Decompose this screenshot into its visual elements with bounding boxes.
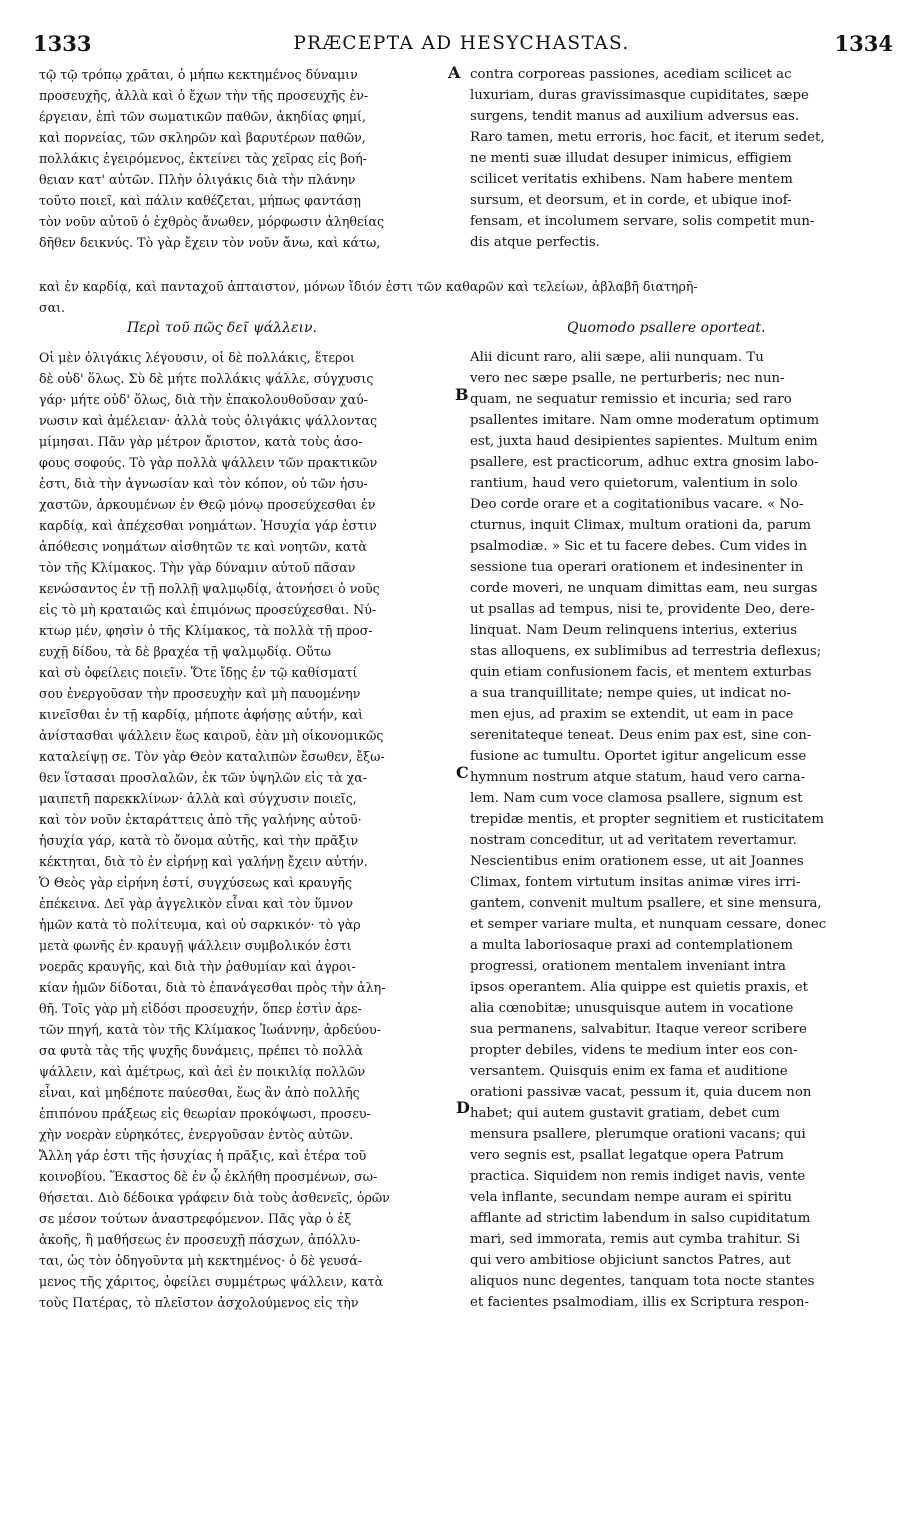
latin-text-line: trepidæ mentis, et propter segnitiem et rusticitatem: [470, 812, 824, 827]
latin-text-line: lem. Nam cum voce clamosa psallere, signum est: [470, 791, 803, 806]
latin-section-heading: Quomodo psallere oporteat.: [567, 320, 766, 336]
greek-column-top: [39, 64, 459, 253]
latin-text-line: fensam, et incolumem servare, solis competit mun-: [470, 214, 815, 229]
greek-text-line: καὶ σὺ ὀφείλεις ποιεῖν. Ὅτε ἴδῃς ἐν τῷ καθίσματί: [39, 665, 358, 680]
greek-text-line: προσευχῆς, ἀλλὰ καὶ ὁ ἔχων τὴν τῆς προσευχῆς ἐν-: [39, 88, 369, 103]
latin-text-line: gantem, convenit multum psallere, et sine mensura,: [470, 896, 822, 911]
latin-text-line: ne menti suæ illudat desuper inimicus, effigiem: [470, 151, 792, 166]
latin-text-line: sessione tua operari orationem et indesinenter in: [470, 560, 804, 575]
latin-text-line: a multa laboriosaque praxi ad contemplationem: [470, 938, 793, 953]
margin-letter-a: A: [448, 63, 461, 82]
greek-text-line: ἐπέκεινα. Δεῖ γὰρ ἀγγελικὸν εἶναι καὶ τὸν ὕμνον: [39, 896, 353, 911]
margin-letter-c: C: [456, 763, 469, 782]
greek-text-line: θεν ἵστασαι προσλαλῶν, ἐκ τῶν ὑψηλῶν εἰς τὰ χα-: [39, 770, 367, 785]
latin-text-line: scilicet veritatis exhibens. Nam habere mentem: [470, 172, 793, 187]
greek-text-line: τῶν πηγή, κατὰ τὸν τῆς Κλίμακος Ἰωάννην, ἀρδεύου-: [39, 1022, 381, 1037]
greek-text-line: καὶ ἐν καρδίᾳ, καὶ πανταχοῦ ἀπταιστον, μόνων ἴδιόν ἐστι τῶν καθαρῶν καὶ τελείων, ἀβλαβῆ διατηρῆ-: [39, 279, 698, 294]
greek-text-line: σε μέσον τούτων ἀναστρεφόμενον. Πᾶς γὰρ ὁ ἐξ: [39, 1211, 352, 1226]
latin-text-line: dis atque perfectis.: [470, 235, 600, 250]
greek-text-line: μίμησαι. Πᾶν γὰρ μέτρον ἄριστον, κατὰ τοὺς ἀσο-: [39, 434, 363, 449]
latin-text-line: versantem. Quisquis enim ex fama et auditione: [470, 1064, 788, 1079]
greek-text-line: ψάλλειν, καὶ ἀμέτρως, καὶ ἀεὶ ἐν ποικιλίᾳ πολλῶν: [39, 1064, 366, 1079]
greek-text-line: έργειαν, ἐπὶ τῶν σωματικῶν παθῶν, ἀκηδίας φημί,: [39, 109, 367, 124]
latin-column-main: [470, 347, 895, 1313]
latin-text-line: ut psallas ad tempus, nisi te, providente Deo, dere-: [470, 602, 815, 617]
latin-text-line: surgens, tendit manus ad auxilium adversus eas.: [470, 109, 800, 124]
greek-text-line: θῆ. Τοῖς γὰρ μὴ εἰδόσι προσευχήν, ὅπερ ἐστὶν ἀρε-: [39, 1001, 362, 1016]
greek-text-line: σαι.: [39, 300, 66, 315]
greek-text-line: γάρ· μήτε οὐδ' ὅλως, διὰ τὴν ἐπακολουθοῦσαν χαύ-: [39, 392, 368, 407]
greek-text-line: νοερᾶς κραυγῆς, καὶ διὰ τὴν ῥαθυμίαν καὶ ἀγροι-: [39, 959, 356, 974]
greek-text-line: κενώσαντος ἐν τῇ πολλῇ ψαλμῳδίᾳ, ἀτονήσει ὁ νοῦς: [39, 581, 380, 596]
latin-text-line: Nescientibus enim orationem esse, ut ait Joannes: [470, 854, 804, 869]
latin-text-line: et facientes psalmodiam, illis ex Scriptura respon-: [470, 1295, 809, 1310]
greek-text-line: μαιπετῆ παρεκκλίνων· ἀλλὰ καὶ σύγχυσιν ποιεῖς,: [39, 791, 357, 806]
latin-text-line: a sua tranquillitate; nempe quies, ut indicat no-: [470, 686, 792, 701]
latin-text-line: alia cœnobitæ; unusquisque autem in vocatione: [470, 1001, 794, 1016]
latin-text-line: mensura psallere, plerumque orationi vacans; qui: [470, 1127, 806, 1142]
greek-text-line: νωσιν καὶ ἀμέλειαν· ἀλλὰ τοὺς ὀλιγάκις ψάλλοντας: [39, 413, 378, 428]
greek-text-line: σα φυτὰ τὰς τῆς ψυχῆς δυνάμεις, πρέπει τὸ πολλὰ: [39, 1043, 363, 1058]
latin-text-line: ipsos operantem. Alia quippe est quietis praxis, et: [470, 980, 809, 995]
latin-text-line: Deo corde orare et a cogitationibus vacare. « No-: [470, 497, 804, 512]
greek-text-line: τοῦτο ποιεῖ, καὶ πάλιν καθέζεται, μήπως φαντάσῃ: [39, 193, 361, 208]
latin-text-line: hymnum nostrum atque statum, haud vero carna-: [470, 770, 806, 785]
latin-text-line: luxuriam, duras gravissimasque cupiditates, sæpe: [470, 88, 809, 103]
greek-text-line: δὲ οὐδ' ὅλως. Σὺ δὲ μήτε πολλάκις ψάλλε, σύγχυσις: [39, 371, 374, 386]
greek-spanning-paragraph: [39, 276, 899, 318]
latin-text-line: quin etiam confusionem facis, et mentem exturbas: [470, 665, 812, 680]
latin-text-line: practica. Siquidem non remis indiget navis, vente: [470, 1169, 806, 1184]
latin-text-line: nostram conceditur, ut ad veritatem revertamur.: [470, 833, 797, 848]
latin-text-line: psallere, est practicorum, adhuc extra gnosim labo-: [470, 455, 819, 470]
greek-text-line: μενος τῆς χάριτος, ὀφείλει συμμέτρως ψάλλειν, κατὰ: [39, 1274, 384, 1289]
greek-text-line: θειαν κατ' αὐτῶν. Πλὴν ὀλιγάκις διὰ τὴν πλάνην: [39, 172, 356, 187]
greek-text-line: ἀπόθεσις νοημάτων αἰσθητῶν τε καὶ νοητῶν, κατὰ: [39, 539, 367, 554]
latin-text-line: stas alloquens, ex sublimibus ad terrestria deflexus;: [470, 644, 822, 659]
greek-text-line: καὶ πορνείας, τῶν σκληρῶν καὶ βαρυτέρων παθῶν,: [39, 130, 366, 145]
greek-text-line: πολλάκις ἐγειρόμενος, ἐκτείνει τὰς χεῖρας εἰς βοή-: [39, 151, 367, 166]
latin-text-line: Climax, fontem virtutum insitas animæ vires irri-: [470, 875, 801, 890]
greek-text-line: Ἄλλη γάρ ἐστι τῆς ἡσυχίας ἡ πρᾶξις, καὶ ἑτέρα τοῦ: [39, 1148, 367, 1163]
greek-text-line: σου ἐνεργοῦσαν τὴν προσευχὴν καὶ μὴ παυομένην: [39, 686, 361, 701]
greek-text-line: καρδίᾳ, καὶ ἀπέχεσθαι νοημάτων. Ἡσυχία γάρ ἐστιν: [39, 518, 377, 533]
greek-text-line: κτωρ μέν, φησὶν ὁ τῆς Κλίμακος, τὰ πολλὰ τῇ προσ-: [39, 623, 373, 638]
latin-text-line: vero segnis est, psallat legatque opera Patrum: [470, 1148, 784, 1163]
greek-text-line: κινεῖσθαι ἐν τῇ καρδίᾳ, μήποτε ἀφήσῃς αὐτήν, καὶ: [39, 707, 364, 722]
greek-text-line: κέκτηται, διὰ τὸ ἐν εἰρήνῃ καὶ γαλήνῃ ἔχειν αὐτήν.: [39, 854, 368, 869]
latin-text-line: quam, ne sequatur remissio et incuria; sed raro: [470, 392, 792, 407]
page-header: [0, 31, 923, 57]
latin-text-line: est, juxta haud desipientes sapientes. Multum enim: [470, 434, 818, 449]
latin-text-line: cturnus, inquit Climax, multum orationi da, parum: [470, 518, 811, 533]
latin-text-line: qui vero ambitiose objiciunt sanctos Patres, aut: [470, 1253, 791, 1268]
greek-text-line: τῷ τῷ τρόπῳ χρᾶται, ὁ μήπω κεκτημένος δύναμιν: [39, 67, 358, 82]
latin-text-line: sursum, et deorsum, et in corde, et ubique inof-: [470, 193, 792, 208]
greek-text-line: μετὰ φωνῆς ἐν κραυγῇ ψάλλειν συμβολικόν ἐστι: [39, 938, 352, 953]
latin-text-line: linquat. Nam Deum relinquens interius, exterius: [470, 623, 798, 638]
greek-text-line: καταλείψῃ σε. Τὸν γὰρ Θεὸν καταλιπὼν ἔσωθεν, ἔξω-: [39, 749, 385, 764]
greek-text-line: ἡμῶν κατὰ τὸ πολίτευμα, καὶ οὐ σαρκικόν· τὸ γὰρ: [39, 917, 361, 932]
greek-text-line: τὸν τῆς Κλίμακος. Τὴν γὰρ δύναμιν αὐτοῦ πᾶσαν: [39, 560, 356, 575]
greek-column-main: [39, 347, 459, 1313]
latin-text-line: sua permanens, salvabitur. Itaque vereor scribere: [470, 1022, 807, 1037]
greek-section-heading: Περὶ τοῦ πῶς δεῖ ψάλλειν.: [127, 320, 317, 336]
greek-text-line: καὶ τὸν νοῦν ἐκταράττεις ἀπὸ τῆς γαλήνης αὐτοῦ·: [39, 812, 362, 827]
latin-text-line: aliquos nunc degentes, tanquam tota nocte stantes: [470, 1274, 815, 1289]
greek-text-line: εἰς τὸ μὴ κραταιῶς καὶ ἐπιμόνως προσεύχεσθαι. Νύ-: [39, 602, 377, 617]
greek-text-line: Ὁ Θεὸς γὰρ εἰρήνη ἐστί, συγχύσεως καὶ κραυγῆς: [39, 875, 353, 890]
latin-text-line: psalmodiæ. » Sic et tu facere debes. Cum vides in: [470, 539, 808, 554]
greek-text-line: χὴν νοερὰν εὑρηκότες, ἐνεργοῦσαν ἐντὸς αὐτῶν.: [39, 1127, 354, 1142]
greek-text-line: θήσεται. Διὸ δέδοικα γράφειν διὰ τοὺς ἀσθενεῖς, ὁρῶν: [39, 1190, 390, 1205]
page-number-left: 1333: [33, 31, 92, 56]
margin-letter-b: B: [455, 385, 469, 404]
greek-text-line: τὸν νοῦν αὐτοῦ ὁ ἐχθρὸς ἄνωθεν, μόρφωσιν ἀληθείας: [39, 214, 385, 229]
page-number-right: 1334: [834, 31, 893, 56]
latin-text-line: orationi passivæ vacat, pessum it, quia ducem non: [470, 1085, 812, 1100]
greek-text-line: κοινοβίου. Ἕκαστος δὲ ἐν ᾧ ἐκλήθη προσμένων, σω-: [39, 1169, 378, 1184]
latin-text-line: progressi, orationem mentalem inveniant intra: [470, 959, 786, 974]
latin-text-line: psallentes imitare. Nam omne moderatum optimum: [470, 413, 820, 428]
greek-text-line: ἀκοῆς, ἢ μαθήσεως ἐν προσευχῇ πάσχων, ἀπόλλυ-: [39, 1232, 361, 1247]
latin-text-line: afflante ad strictim labendum in salso cupiditatum: [470, 1211, 811, 1226]
greek-text-line: ἐπιπόνου πράξεως εἰς θεωρίαν προκόψωσι, προσευ-: [39, 1106, 371, 1121]
greek-text-line: Οἱ μὲν ὀλιγάκις λέγουσιν, οἱ δὲ πολλάκις, ἕτεροι: [39, 350, 355, 365]
latin-text-line: habet; qui autem gustavit gratiam, debet cum: [470, 1106, 780, 1121]
greek-text-line: ἡσυχία γάρ, κατὰ τὸ ὄνομα αὐτῆς, καὶ τὴν πρᾶξιν: [39, 833, 359, 848]
greek-text-line: ται, ὡς τὸν ὁδηγοῦντα μὴ κεκτημένος· ὁ δὲ γευσά-: [39, 1253, 363, 1268]
latin-text-line: corde moveri, ne unquam dimittas eam, neu surgas: [470, 581, 818, 596]
greek-text-line: ἀνίστασθαι ψάλλειν ἕως καιροῦ, ἐὰν μὴ οἰκονομικῶς: [39, 728, 384, 743]
latin-text-line: propter debiles, videns te medium inter eos con-: [470, 1043, 798, 1058]
greek-text-line: χαστῶν, ἀρκουμένων ἐν Θεῷ μόνῳ προσεύχεσθαι ἐν: [39, 497, 376, 512]
greek-text-line: τοὺς Πατέρας, τὸ πλεῖστον ἀσχολούμενος εἰς τὴν: [39, 1295, 359, 1310]
margin-letter-d: D: [456, 1098, 470, 1117]
greek-text-line: φους σοφούς. Τὸ γὰρ πολλὰ ψάλλειν τῶν πρακτικῶν: [39, 455, 378, 470]
latin-text-line: mari, sed immorata, remis aut cymba trahitur. Si: [470, 1232, 801, 1247]
latin-text-line: et semper variare multa, et nunquam cessare, donec: [470, 917, 827, 932]
latin-text-line: serenitateque teneat. Deus enim pax est, sine con-: [470, 728, 812, 743]
latin-text-line: men ejus, ad praxim se extendit, ut eam in pace: [470, 707, 794, 722]
latin-text-line: Alii dicunt raro, alii sæpe, alii nunquam. Tu: [470, 350, 764, 365]
greek-text-line: εἶναι, καὶ μηδέποτε παύεσθαι, ἕως ἂν ἀπὸ πολλῆς: [39, 1085, 360, 1100]
greek-text-line: ἐστι, διὰ τὴν ἀγνωσίαν καὶ τὸν κόπον, οὐ τῶν ἡσυ-: [39, 476, 368, 491]
latin-text-line: rantium, haud vero quietorum, valentium in solo: [470, 476, 798, 491]
latin-text-line: vero nec sæpe psalle, ne perturberis; nec nun-: [470, 371, 785, 386]
running-title: PRÆCEPTA AD HESYCHASTAS.: [293, 33, 630, 54]
latin-text-line: vela inflante, secundam nempe auram ei spiritu: [470, 1190, 792, 1205]
latin-text-line: fusione ac tumultu. Oportet igitur angelicum esse: [470, 749, 807, 764]
latin-column-top: [470, 64, 895, 253]
greek-text-line: κίαν ἡμῶν δίδοται, διὰ τὸ ἐπανάγεσθαι πρὸς τὴν ἀλη-: [39, 980, 386, 995]
greek-text-line: δῆθεν δεικνύς. Τὸ γὰρ ἔχειν τὸν νοῦν ἄνω, καὶ κάτω,: [39, 235, 381, 250]
latin-text-line: Raro tamen, metu erroris, hoc facit, et iterum sedet,: [470, 130, 825, 145]
latin-text-line: contra corporeas passiones, acediam scilicet ac: [470, 67, 792, 82]
greek-text-line: ευχῇ δίδου, τὰ δὲ βραχέα τῇ ψαλμῳδίᾳ. Οὕτω: [39, 644, 331, 659]
